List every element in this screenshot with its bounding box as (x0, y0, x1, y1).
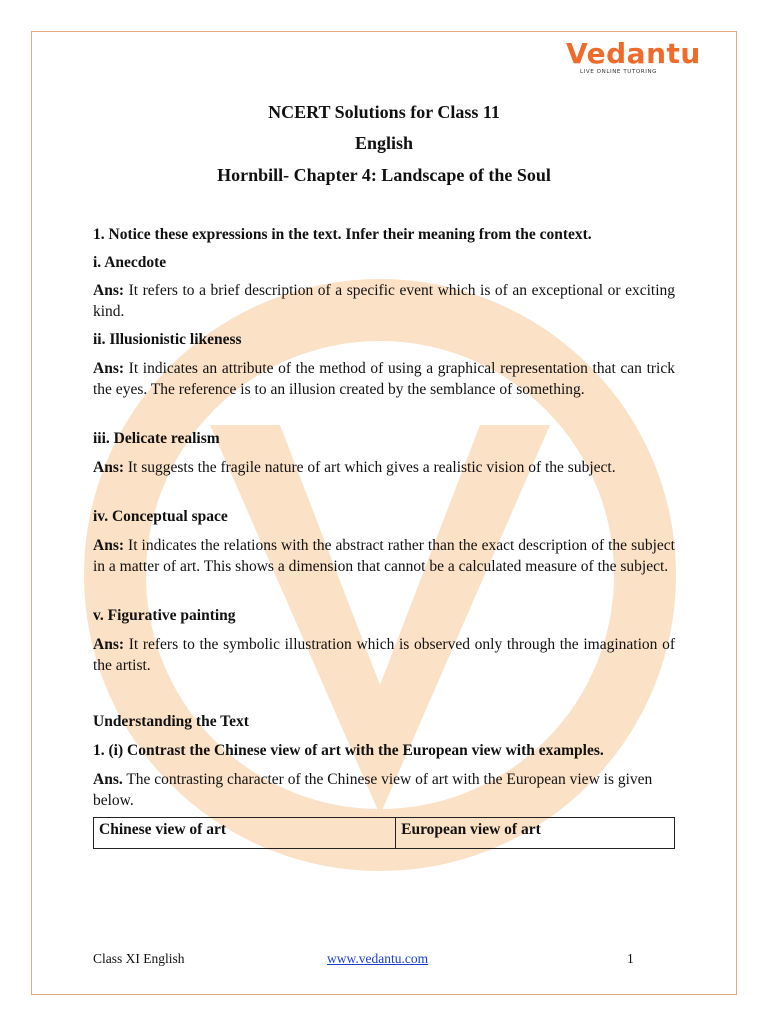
term-delicate-realism: iii. Delicate realism (93, 430, 220, 447)
table-header-row (94, 818, 675, 849)
footer-website-link[interactable]: www.vedantu.com (327, 951, 429, 966)
term-anecdote: i. Anecdote (93, 254, 167, 271)
ans-label: Ans: (93, 537, 125, 554)
answer-text: The contrasting character of the Chinese view of art with the European view is given below. (93, 771, 653, 809)
table-header-chinese: Chinese view of art (94, 818, 396, 849)
question-1: 1. Notice these expressions in the text. Infer their meaning from the context. (93, 226, 592, 243)
question-1-i: 1. (i) Contrast the Chinese view of art with the European view with examples. (93, 742, 604, 759)
footer-class-label: Class XI English (93, 951, 185, 966)
answer-text: It refers to the symbolic illustration which is observed only through the imagination of the artist. (93, 636, 675, 674)
term-figurative-painting: v. Figurative painting (93, 607, 236, 624)
answer-1-i (93, 769, 675, 811)
doc-title-line1: NCERT Solutions for Class 11 (268, 102, 500, 122)
logo-tagline: LIVE ONLINE TUTORING (580, 69, 658, 75)
ans-label: Ans: (93, 459, 125, 476)
ans-label: Ans: (93, 636, 125, 653)
answer-figurative-painting (93, 634, 675, 676)
term-illusionistic-likeness: ii. Illusionistic likeness (93, 331, 242, 348)
ans-label: Ans. (93, 771, 123, 788)
comparison-table (93, 817, 675, 849)
answer-delicate-realism (93, 457, 675, 478)
term-conceptual-space: iv. Conceptual space (93, 508, 228, 525)
ans-label: Ans: (93, 360, 125, 377)
answer-text: It refers to a brief description of a specific event which is of an exceptional or exciting kind. (93, 282, 675, 320)
doc-title-line3: Hornbill- Chapter 4: Landscape of the Soul (217, 165, 551, 185)
answer-text: It indicates the relations with the abstract rather than the exact description of the subject in a matter of art. This shows a dimension that cannot be a calculated measure of the subject. (93, 537, 675, 575)
answer-anecdote (93, 280, 675, 322)
answer-text: It indicates an attribute of the method of using a graphical representation that can trick the eyes. The reference is to an illusion created by the semblance of something. (93, 360, 675, 398)
answer-illusionistic-likeness (93, 358, 675, 400)
doc-title-line2: English (354, 133, 414, 153)
logo-wordmark: Vedantu (566, 37, 701, 70)
table-header-european: European view of art (396, 818, 675, 849)
ans-label: Ans: (93, 282, 125, 299)
section-heading: Understanding the Text (93, 713, 249, 730)
answer-text: It suggests the fragile nature of art which gives a realistic vision of the subject. (124, 459, 616, 476)
vedantu-logo (566, 37, 701, 79)
page-number: 1 (627, 951, 634, 966)
answer-conceptual-space (93, 535, 675, 577)
